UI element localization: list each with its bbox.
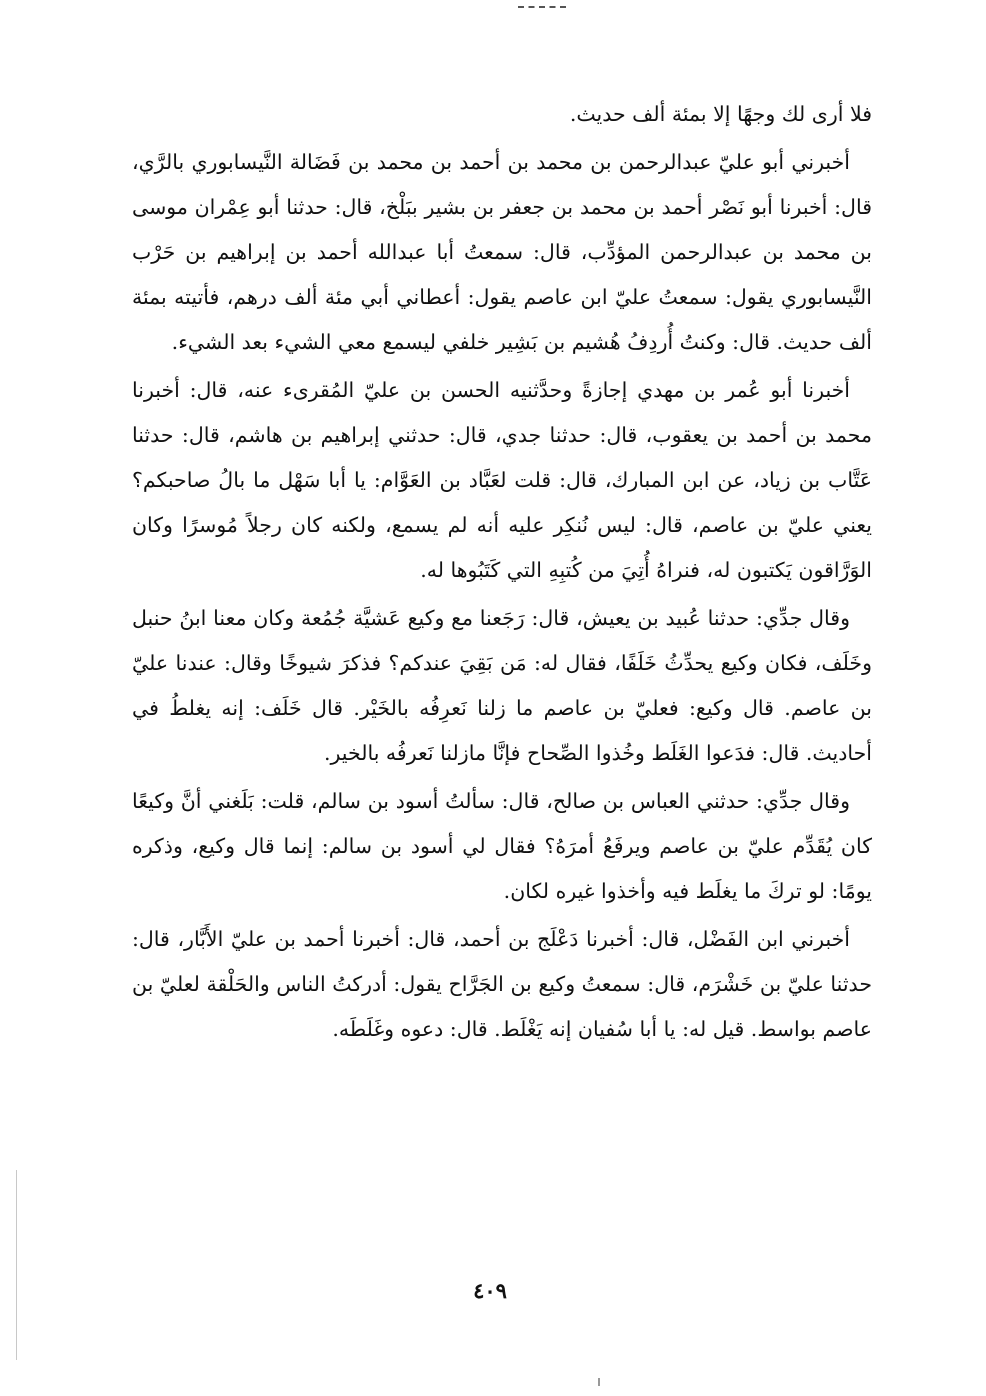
scan-edge-line bbox=[16, 1170, 17, 1360]
paragraph-narration-5: أخبرني ابن الفَضْل، قال: أخبرنا دَعْلَج بن أحمد، قال: أخبرنا أحمد بن عليّ الأَبَّار، قال: حدثنا عليّ بن خَشْرَم، قال: سمعتُ وكيع بن الجَرَّاح يقول: أدركتُ الناس والحَلْقة لعليّ بن عاصم بواسط. قيل له: يا أبا سُفيان إنه يَغْلَط. قال: دعوه وغَلَطَه. bbox=[132, 927, 872, 1041]
paragraph-narration-3: وقال جدِّي: حدثنا عُبيد بن يعيش، قال: رَجَعنا مع وكيع عَشيَّة جُمُعة وكان معنا ابنُ حنبل وخَلَف، فكان وكيع يحدِّثُ خَلَفًا، فقال له: مَن بَقِيَ عندكم؟ فذكرَ شيوخًا وقال: عندنا عليّ بن عاصم. قال وكيع: فعليّ بن عاصم ما زلنا نَعرِفُه بالخَيْر. قال خَلَف: إنه يغلطُ في أحاديث. قال: فدَعوا الغَلَط وخُذوا الصِّحاح فإنَّا مازلنا نَعرفُه بالخير. bbox=[132, 606, 872, 765]
page-body bbox=[132, 92, 872, 1055]
paragraph-narration-2: أخبرنا أبو عُمر بن مهدي إجازةً وحدَّثنيه الحسن بن عليّ المُقرىء عنه، قال: أخبرنا محمد بن أحمد بن يعقوب، قال: حدثنا جدي، قال: حدثني إبراهيم بن هاشم، قال: حدثنا عَتَّاب بن زياد، عن ابن المبارك، قال: قلت لعَبَّاد بن العَوَّام: يا أبا سَهْل ما بالُ صاحبكم؟ يعني عليّ بن عاصم، قال: ليس نُنكِر عليه أنه لم يسمع، ولكنه كان رجلاً مُوسرًا وكان الوَرَّاقون يَكتبون له، فنراهُ أُتِيَ من كُتبِهِ التي كَتَبُوها له. bbox=[132, 378, 872, 582]
paragraph-narration-4: وقال جدِّي: حدثني العباس بن صالح، قال: سألتُ أسود بن سالم، قلت: بَلَغني أنَّ وكيعًا كان يُقَدِّم عليّ بن عاصم ويرفَعُ أمرَهُ؟ فقال لي أسود بن سالم: إنما قال وكيع، وذكره يومًا: لو تركَ ما يغلَط فيه وأخذوا غيره لكان. bbox=[132, 789, 872, 903]
scan-dot bbox=[598, 1378, 600, 1386]
page-number: ٤٠٩ bbox=[473, 1278, 507, 1303]
paragraph-continuation: فلا أرى لك وجهًا إلا بمئة ألف حديث. bbox=[569, 102, 872, 126]
paragraph-narration-1: أخبرني أبو عليّ عبدالرحمن بن محمد بن أحمد بن محمد بن فَضَالة النَّيسابوري بالرَّي، قال: أخبرنا أبو نَصْر أحمد بن محمد بن جعفر بن بشير ببَلْخ، قال: حدثنا أبو عِمْران موسى بن محمد بن عبدالرحمن المؤدِّب، قال: سمعتُ أبا عبدالله أحمد بن إبراهيم بن حَرْب النَّيسابوري يقول: سمعتُ عليّ ابن عاصم يقول: أعطاني أبي مئة ألف درهم، فأتيته بمئة ألف حديث. قال: وكنتُ أُردِفُ هُشيم بن بَشِير خلفي ليسمع معي الشيء بعد الشيء. bbox=[132, 150, 872, 354]
scan-mark-top bbox=[518, 6, 566, 8]
